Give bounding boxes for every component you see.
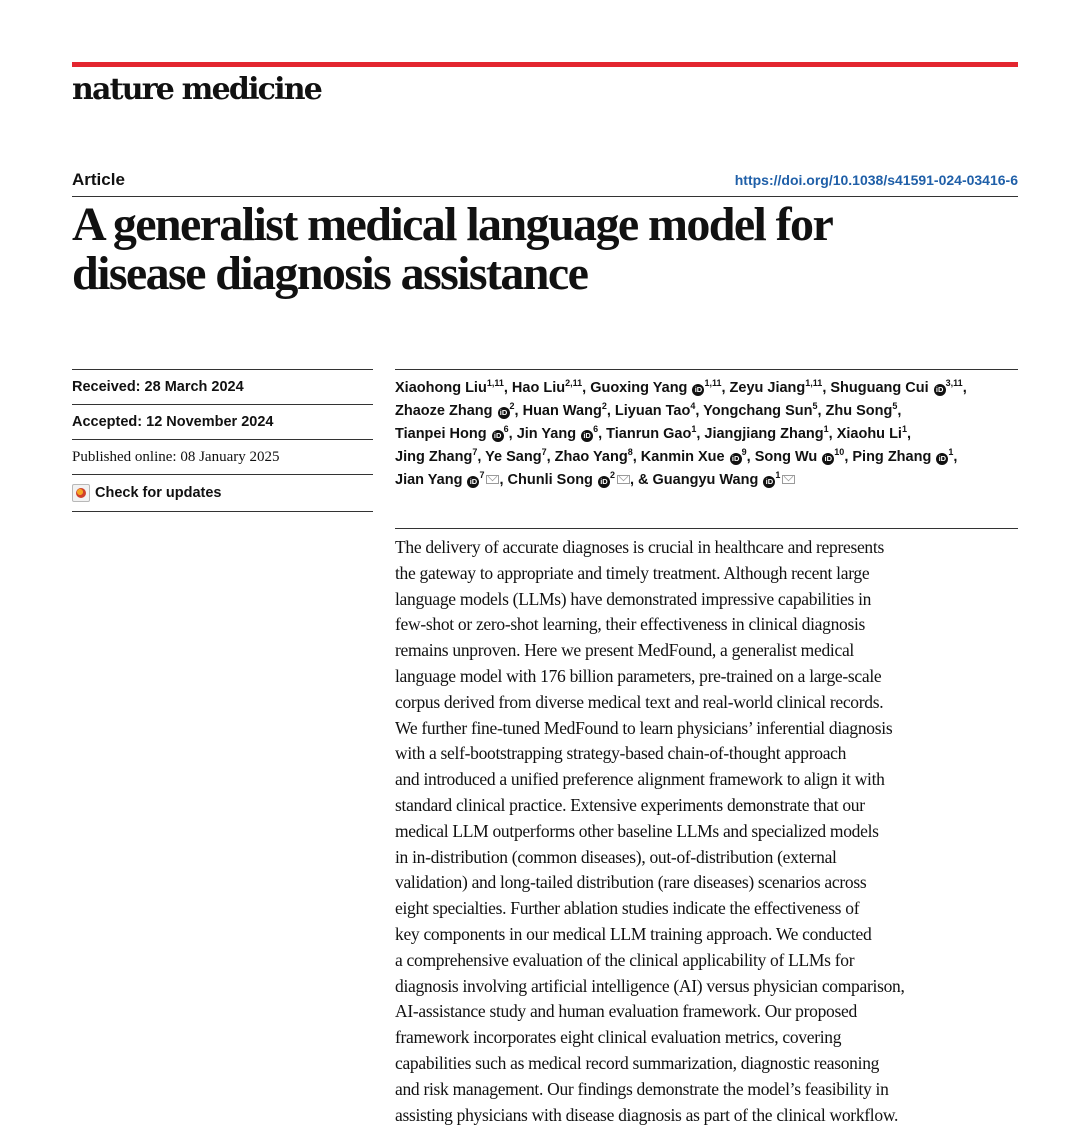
abstract-line: with a self-bootstrapping strategy-based chain-of-thought approach	[395, 743, 847, 764]
orcid-icon[interactable]: iD	[492, 430, 504, 442]
orcid-icon[interactable]: iD	[822, 453, 834, 465]
author-name[interactable]: Song Wu	[754, 449, 818, 465]
author-name[interactable]: Ping Zhang	[852, 449, 932, 465]
author-name[interactable]: Zhao Yang	[554, 449, 628, 465]
orcid-icon[interactable]: iD	[763, 476, 775, 488]
orcid-icon[interactable]: iD	[581, 430, 593, 442]
abstract-line: and introduced a unified preference alignment framework to align it with	[395, 769, 885, 790]
orcid-icon[interactable]: iD	[467, 476, 479, 488]
abstract-line: capabilities such as medical record summarization, diagnostic reasoning	[395, 1052, 880, 1073]
author-affiliation: 2	[509, 401, 515, 412]
received-date: Received: 28 March 2024	[72, 369, 373, 404]
author-name[interactable]: Kanmin Xue	[640, 449, 725, 465]
abstract-line: standard clinical practice. Extensive experiments demonstrate that our	[395, 794, 865, 815]
abstract-line: assisting physicians with disease diagnosis as part of the clinical workflow.	[395, 1104, 899, 1125]
orcid-icon[interactable]: iD	[498, 407, 510, 419]
author-name[interactable]: Jiangjiang Zhang	[704, 426, 824, 442]
author-affiliation: 5	[812, 401, 818, 412]
author-affiliation: 9	[741, 447, 747, 458]
orcid-icon[interactable]: iD	[730, 453, 742, 465]
author-name[interactable]: Hao Liu	[511, 380, 566, 396]
author-line: Jing Zhang$^7$, Ye Sang$^7$, Zhao Yang$^8$, Kanmin Xue $iD^9$, Song Wu $iD^{10}$, Ping Zhang $iD^1$,	[395, 447, 958, 465]
abstract-line: the gateway to appropriate and timely treatment. Although recent large	[395, 562, 870, 583]
author-affiliation: 10	[834, 447, 845, 458]
author-affiliation: 3,11	[945, 378, 963, 389]
author-line: Jian Yang $iD^7$ , Chunli Song $iD^2$ , & Guangyu Wang $iD^1$	[395, 469, 1020, 492]
author-affiliation: 1,11	[486, 378, 504, 389]
orcid-icon[interactable]: iD	[598, 476, 610, 488]
abstract-line: few-shot or zero-shot learning, their effectiveness in clinical diagnosis	[395, 614, 866, 635]
abstract-line: key components in our medical LLM training approach. We conducted	[395, 923, 872, 944]
author-affiliation: 6	[503, 424, 509, 435]
abstract-line: in in-distribution (common diseases), out-of-distribution (external	[395, 846, 837, 867]
author-name[interactable]: Jin Yang	[516, 426, 577, 442]
author-name[interactable]: Ye Sang	[485, 449, 542, 465]
author-name[interactable]: Liyuan Tao	[614, 403, 691, 419]
author-affiliation: 7	[472, 447, 478, 458]
author-name[interactable]: Shuguang Cui	[830, 380, 929, 396]
author-list	[395, 377, 1020, 492]
authors-divider	[395, 369, 1018, 370]
author-name[interactable]: Zhu Song	[825, 403, 893, 419]
author-name[interactable]: Zhaoze Zhang	[395, 403, 493, 419]
author-affiliation: 7	[541, 447, 547, 458]
author-name[interactable]: Tianpei Hong	[395, 426, 487, 442]
abstract-line: and risk management. Our findings demonstrate the model’s feasibility in	[395, 1078, 889, 1099]
check-updates-button[interactable]	[72, 484, 373, 502]
email-icon[interactable]	[486, 475, 499, 484]
abstract-line: framework incorporates eight clinical evaluation metrics, covering	[395, 1027, 842, 1048]
abstract-line: The delivery of accurate diagnoses is crucial in healthcare and represents	[395, 537, 884, 557]
email-icon[interactable]	[617, 475, 630, 484]
orcid-icon[interactable]: iD	[934, 384, 946, 396]
abstract-line: validation) and long-tailed distribution (rare diseases) scenarios across	[395, 872, 867, 893]
title-line-2: disease diagnosis assistance	[72, 247, 588, 300]
author-affiliation: 2	[609, 470, 615, 481]
abstract-line: language model with 176 billion parameters, pre-trained on a large-scale	[395, 665, 882, 686]
author-line: Tianpei Hong $iD^6$, Jin Yang $iD^6$, Tianrun Gao$^1$, Jiangjiang Zhang$^1$, Xiaohu Li$^1$,	[395, 424, 911, 442]
author-affiliation: 2	[601, 401, 607, 412]
orcid-icon[interactable]: iD	[692, 384, 704, 396]
author-name[interactable]: Zeyu Jiang	[729, 380, 806, 396]
title-line-1: A generalist medical language model for	[72, 198, 833, 251]
author-name[interactable]: Huan Wang	[522, 403, 602, 419]
accepted-date: Accepted: 12 November 2024	[72, 404, 373, 439]
author-affiliation: 8	[627, 447, 633, 458]
abstract-line: remains unproven. Here we present MedFound, a generalist medical	[395, 640, 854, 661]
check-updates-label: Check for updates	[95, 485, 222, 501]
author-name[interactable]: Yongchang Sun	[703, 403, 813, 419]
crossmark-icon	[72, 484, 90, 502]
abstract-line: corpus derived from diverse medical text and real-world clinical records.	[395, 691, 884, 712]
abstract-line: medical LLM outperforms other baseline LLMs and specialized models	[395, 820, 879, 841]
abstract-line: AI-assistance study and human evaluation framework. Our proposed	[395, 1001, 857, 1022]
article-title	[72, 200, 1012, 298]
author-affiliation: 1,11	[704, 378, 722, 389]
author-name[interactable]: Guangyu Wang	[652, 472, 759, 488]
check-updates-row	[72, 474, 373, 512]
header-divider	[72, 196, 1018, 197]
author-affiliation: 7	[479, 470, 485, 481]
author-name[interactable]: Xiaohu Li	[836, 426, 902, 442]
journal-name[interactable]: nature medicine	[72, 72, 322, 107]
author-name[interactable]: Jian Yang	[395, 472, 463, 488]
abstract-line: eight specialties. Further ablation studies indicate the effectiveness of	[395, 898, 860, 919]
author-affiliation: 1	[948, 447, 954, 458]
abstract-line: diagnosis involving artificial intelligence (AI) versus physician comparison,	[395, 975, 905, 996]
abstract-line: language models (LLMs) have demonstrated impressive capabilities in	[395, 588, 872, 609]
author-name[interactable]: Tianrun Gao	[606, 426, 692, 442]
author-affiliation: 4	[690, 401, 696, 412]
author-affiliation: 2,11	[565, 378, 583, 389]
abstract-line: We further fine-tuned MedFound to learn physicians’ inferential diagnosis	[395, 717, 893, 738]
author-affiliation: 1,11	[805, 378, 823, 389]
publication-meta	[72, 369, 373, 512]
doi-link[interactable]: https://doi.org/10.1038/s41591-024-03416-6	[734, 172, 1018, 188]
author-name[interactable]: Xiaohong Liu	[395, 380, 487, 396]
author-name[interactable]: Guoxing Yang	[590, 380, 688, 396]
author-affiliation: 5	[892, 401, 898, 412]
author-affiliation: 1	[823, 424, 829, 435]
author-name[interactable]: Jing Zhang	[395, 449, 473, 465]
author-affiliation: 1	[775, 470, 781, 481]
author-line: Zhaoze Zhang $iD^2$, Huan Wang$^2$, Liyuan Tao$^4$, Yongchang Sun$^5$, Zhu Song$^5$,	[395, 401, 902, 419]
article-type-label: Article	[72, 170, 125, 189]
published-date: Published online: 08 January 2025	[72, 439, 373, 474]
journal-accent-rule	[72, 62, 1018, 67]
abstract-divider	[395, 528, 1018, 529]
author-affiliation: 1	[691, 424, 697, 435]
orcid-icon[interactable]: iD	[936, 453, 948, 465]
author-joiner: &	[638, 472, 653, 488]
email-icon[interactable]	[782, 475, 795, 484]
abstract	[395, 535, 1025, 1128]
author-line: Xiaohong Liu$^{1,11}$, Hao Liu$^{2,11}$, Guoxing Yang iD$^{1,11}$, Zeyu Jiang$^{1,11}$, Shuguang Cui iD$^{3,11}$,	[395, 378, 967, 396]
author-affiliation: 6	[593, 424, 599, 435]
author-affiliation: 1	[901, 424, 907, 435]
author-name[interactable]: Chunli Song	[507, 472, 593, 488]
abstract-line: a comprehensive evaluation of the clinical applicability of LLMs for	[395, 949, 855, 970]
